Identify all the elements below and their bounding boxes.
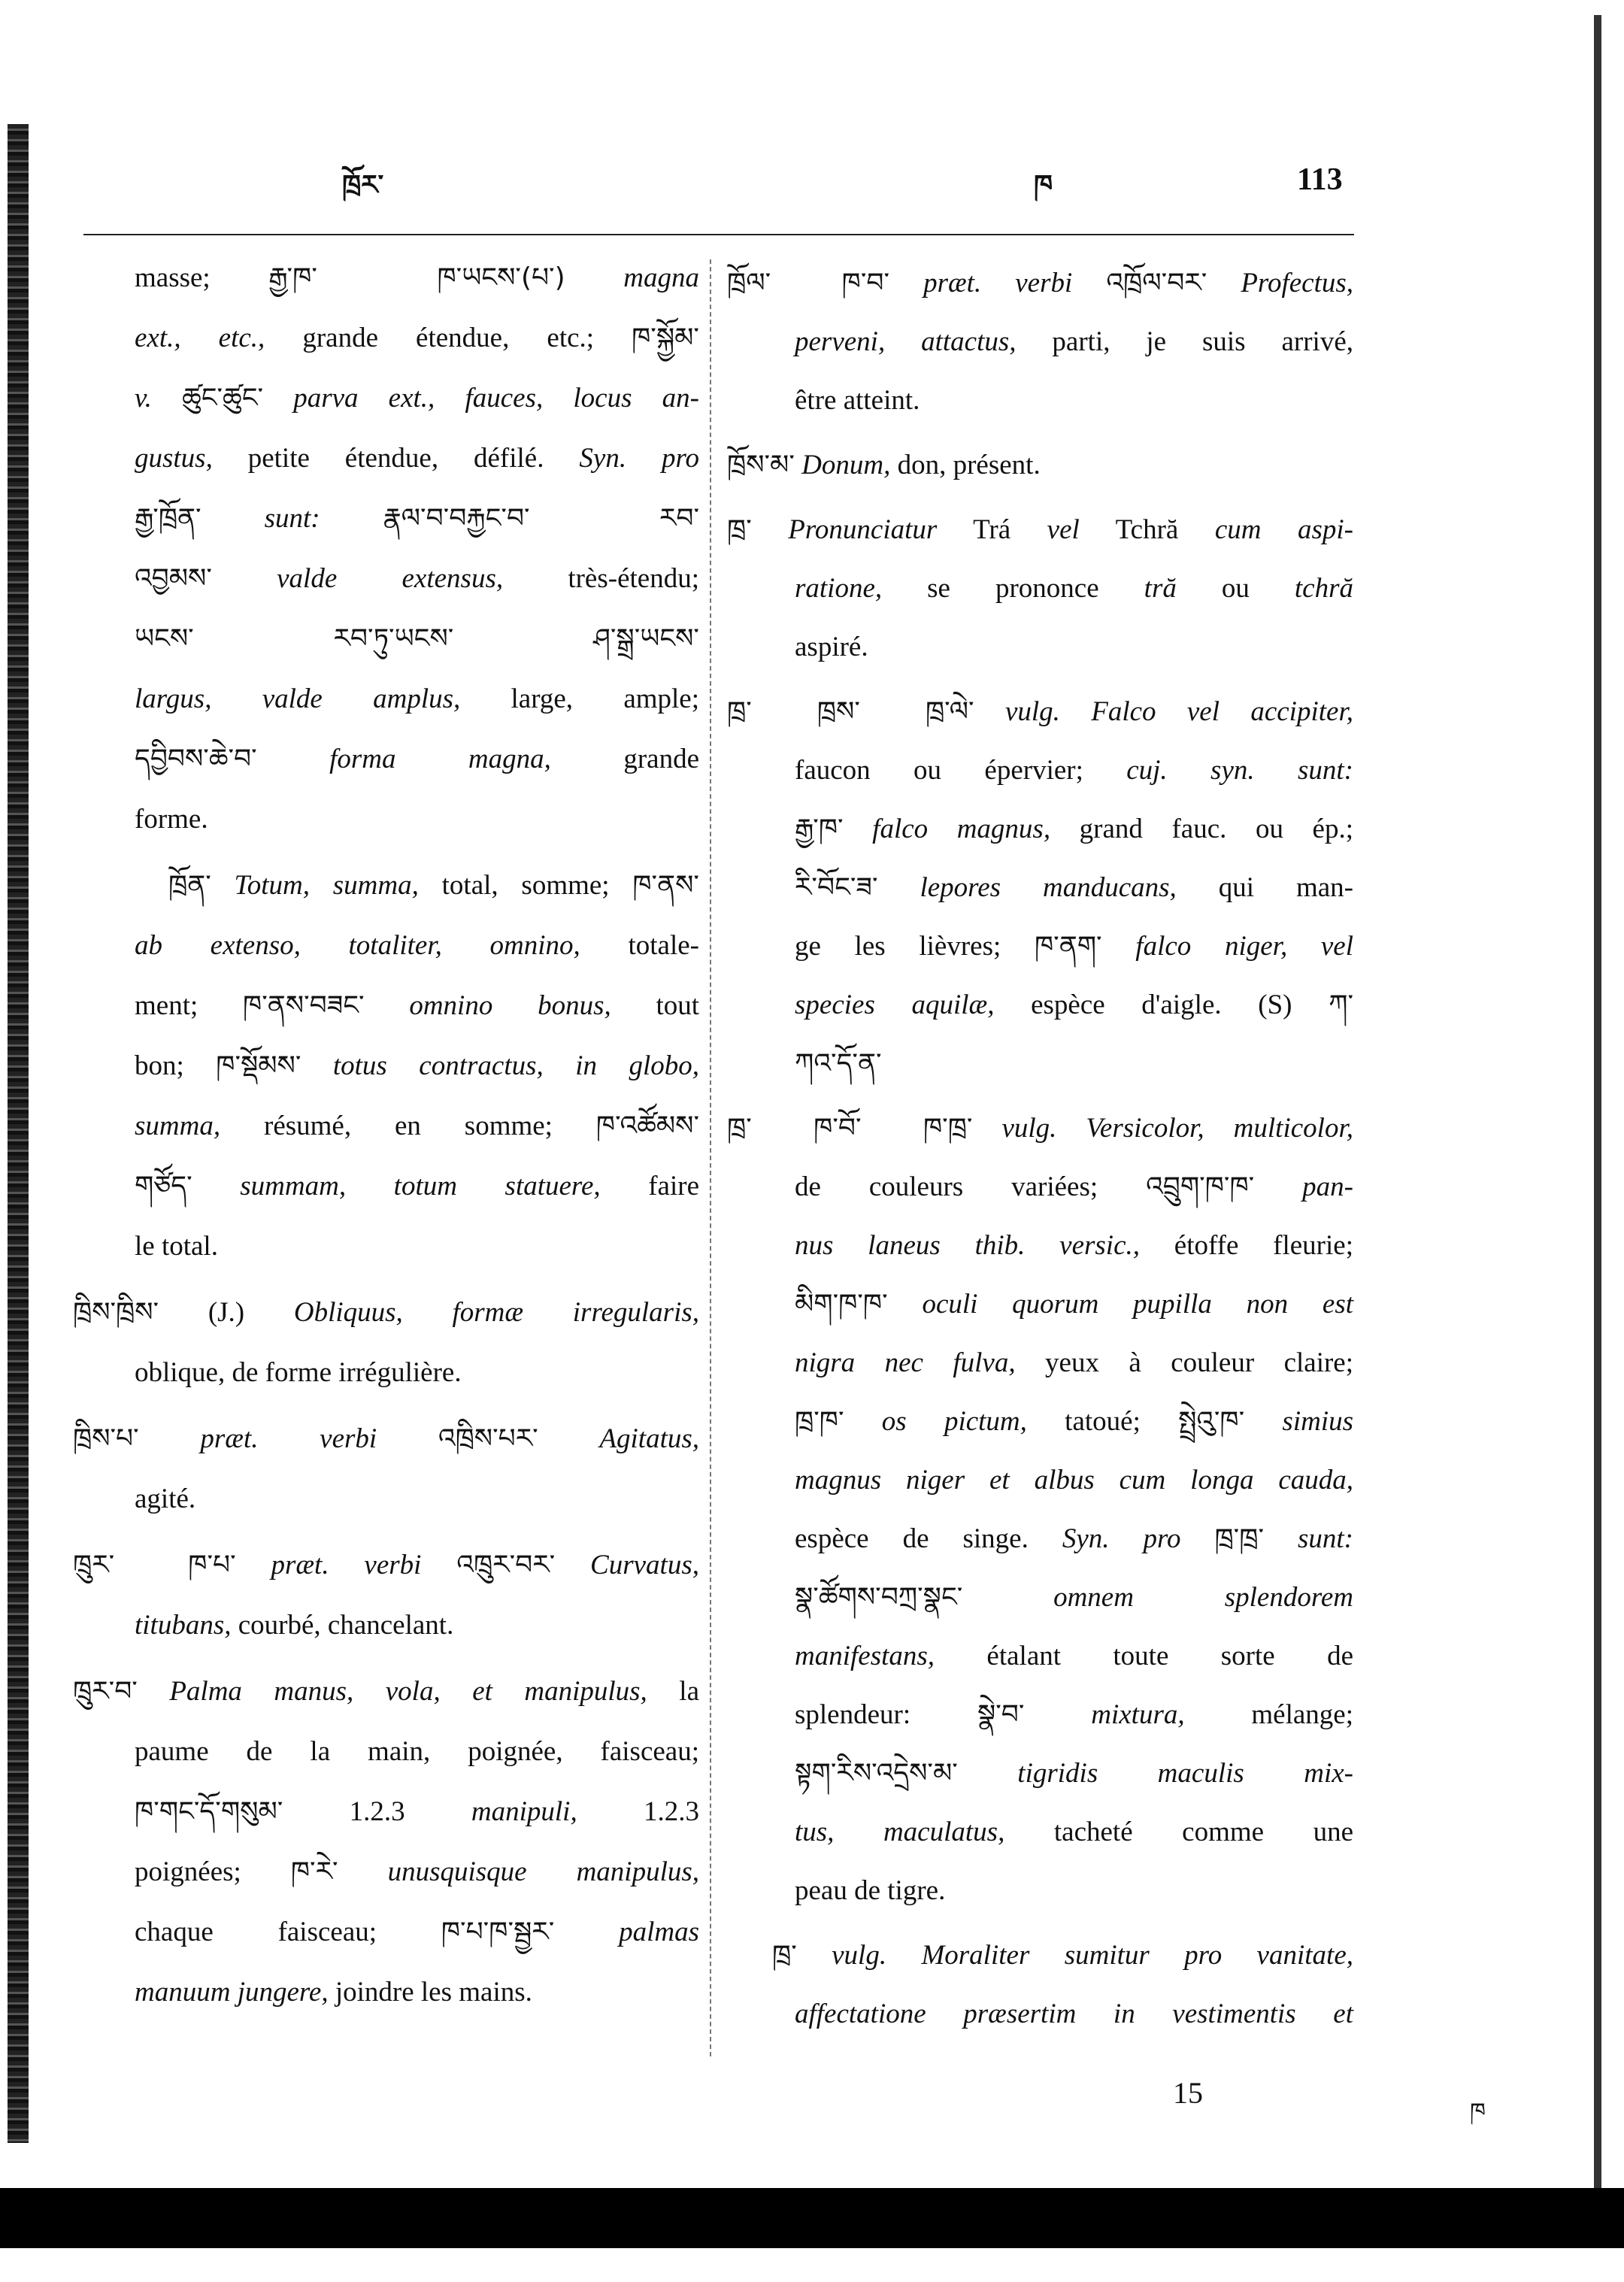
latin-text: Pronunciatur bbox=[751, 514, 938, 545]
french-text: oblique, de forme irrégulière. bbox=[135, 1357, 462, 1388]
latin-text: summam, totum statuere, bbox=[192, 1171, 601, 1202]
latin-text: affectatione præsertim in vestimentis et bbox=[795, 1999, 1353, 2029]
latin-text: totus contractus, in globo, bbox=[301, 1050, 699, 1081]
latin-text: Totum, summa, bbox=[211, 870, 419, 901]
latin-text: sunt: bbox=[201, 503, 383, 534]
tibetan-text: ཁ་སྡོམས་ bbox=[216, 1050, 301, 1081]
french-text: aspiré. bbox=[795, 632, 868, 662]
entry-line bbox=[727, 1334, 1353, 1393]
french-text: faire bbox=[600, 1171, 699, 1202]
latin-text: omnem splendorem bbox=[962, 1582, 1353, 1613]
tibetan-text: ཡངས་ རབ་ཏུ་ཡངས་ ཤ་སྒྲ་ཡངས་ bbox=[135, 623, 699, 654]
latin-text: unusquisque manipulus, bbox=[338, 1856, 699, 1887]
french-text: espèce d'aigle. (S) bbox=[994, 989, 1329, 1020]
french-text: forme. bbox=[135, 804, 208, 835]
french-text: résumé, en somme; bbox=[220, 1111, 596, 1141]
entry-headline bbox=[727, 254, 1353, 313]
tibetan-text: སྤྲེའུ་ཁ་ bbox=[1178, 1406, 1245, 1437]
latin-text: cuj. syn. sunt: bbox=[1126, 755, 1353, 786]
tibetan-text: ཁྲུར་བ་ bbox=[73, 1676, 138, 1707]
tibetan-text: གཙོད་ bbox=[135, 1171, 192, 1202]
french-text: poignées; bbox=[135, 1856, 291, 1887]
tibetan-text: སྟག་རིས་འདྲེས་མ་ bbox=[795, 1758, 958, 1789]
entry-line bbox=[73, 429, 699, 489]
latin-text: Profectus, bbox=[1207, 268, 1353, 299]
tibetan-text: རྒྱ་ཁ་ ཁ་ཡངས་(པ་) bbox=[268, 262, 565, 293]
french-text: étalant toute sorte de bbox=[935, 1641, 1353, 1671]
french-text: paume de la main, poignée, faisceau; bbox=[135, 1736, 699, 1767]
latin-text: præt. verbi bbox=[235, 1550, 457, 1580]
french-text: la bbox=[647, 1676, 699, 1707]
latin-text: tus, maculatus, bbox=[795, 1817, 1005, 1847]
latin-text: manifestans, bbox=[795, 1641, 935, 1671]
entry-line bbox=[727, 1158, 1353, 1217]
entry-line bbox=[73, 1036, 699, 1096]
entry-line bbox=[73, 729, 699, 789]
latin-text: præt. verbi bbox=[889, 268, 1107, 299]
french-text: étoffe fleurie; bbox=[1140, 1230, 1353, 1261]
scan-edge-right bbox=[1594, 15, 1601, 2196]
latin-text: nigra nec fulva, bbox=[795, 1347, 1016, 1378]
entry-line bbox=[73, 368, 699, 429]
latin-text: summa, bbox=[135, 1111, 221, 1141]
french-text: ge les lièvres; bbox=[795, 931, 1035, 962]
tibetan-text: འཁྲུར་བར་ bbox=[456, 1550, 556, 1580]
entry-line bbox=[727, 371, 1353, 430]
header-left-tibetan: ཁྲོར་ bbox=[342, 170, 384, 201]
dictionary-entry bbox=[727, 1099, 1353, 1920]
entry-line bbox=[727, 1275, 1353, 1334]
latin-text: Obliquus, formæ irregularis, bbox=[293, 1297, 699, 1328]
latin-text: species aquilæ, bbox=[795, 989, 995, 1020]
tibetan-text: ཀ་ bbox=[1329, 989, 1353, 1020]
dictionary-entry bbox=[73, 1409, 699, 1529]
latin-text: Palma manus, vola, et manipulus, bbox=[137, 1676, 647, 1707]
tibetan-text: ཁ་འཚོམས་ bbox=[595, 1111, 699, 1141]
tibetan-text: ཁྲ་ཁ་ bbox=[795, 1406, 844, 1437]
latin-text: vel bbox=[1047, 514, 1080, 545]
french-text: petite étendue, défilé. bbox=[212, 443, 580, 474]
entry-line bbox=[727, 313, 1353, 371]
tibetan-text: ཁྲོས་མ་ bbox=[727, 450, 795, 480]
entry-line bbox=[73, 1596, 699, 1656]
entry-headline bbox=[727, 1099, 1353, 1158]
entry-line bbox=[73, 1156, 699, 1217]
latin-text: pan- bbox=[1254, 1171, 1353, 1202]
entry-line bbox=[73, 1842, 699, 1902]
french-text: agité. bbox=[135, 1483, 196, 1514]
latin-text: tchră bbox=[1294, 573, 1353, 604]
french-text: totale- bbox=[580, 930, 699, 961]
entry-line bbox=[73, 1096, 699, 1156]
entry-line bbox=[73, 1902, 699, 1962]
tibetan-text: ཁ་ནག་ bbox=[1034, 931, 1102, 962]
latin-text: palmas bbox=[554, 1917, 699, 1947]
entry-line bbox=[727, 1627, 1353, 1686]
latin-text: titubans, bbox=[135, 1610, 232, 1641]
tibetan-text: འབྱམས་ bbox=[135, 563, 212, 594]
tibetan-text: མིག་ཁ་ཁ་ bbox=[795, 1289, 888, 1320]
dictionary-entry bbox=[727, 254, 1353, 430]
french-text: 1.2.3 bbox=[577, 1796, 700, 1827]
latin-text: nus laneus thib. versic., bbox=[795, 1230, 1140, 1261]
entry-line bbox=[73, 1343, 699, 1403]
latin-text: Syn. pro bbox=[1062, 1523, 1215, 1554]
entry-line bbox=[727, 1862, 1353, 1920]
latin-text: vulg. Versicolor, multicolor, bbox=[972, 1113, 1353, 1144]
entry-line bbox=[727, 1686, 1353, 1744]
french-text: se prononce bbox=[882, 573, 1144, 604]
entry-line bbox=[727, 1217, 1353, 1275]
tibetan-text: ཁྲ་ ཁྲས་ ཁྲ་ལེ་ bbox=[727, 696, 974, 727]
entry-line bbox=[73, 1722, 699, 1782]
entry-line bbox=[73, 489, 699, 549]
latin-text: ab extenso, totaliter, omnino, bbox=[135, 930, 580, 961]
entry-line bbox=[73, 789, 699, 850]
tibetan-text: ཁ་གང་དོ་གསུམ་ bbox=[135, 1796, 283, 1827]
tibetan-text: སྣ་ཚོགས་བཀྲ་སྣང་ bbox=[795, 1582, 963, 1613]
scan-edge-left bbox=[8, 124, 29, 2143]
latin-text: forma magna, bbox=[256, 744, 551, 774]
french-text: courbé, chancelant. bbox=[231, 1610, 454, 1641]
entry-headline bbox=[73, 1283, 699, 1343]
signature-mark: 15 bbox=[1173, 2076, 1203, 2110]
latin-text: Donum, bbox=[794, 450, 891, 480]
french-text: ment; bbox=[135, 990, 243, 1021]
latin-text: parva ext., fauces, locus an- bbox=[263, 383, 699, 414]
entry-line bbox=[73, 916, 699, 976]
french-text: masse; bbox=[135, 262, 269, 293]
page-number: 113 bbox=[1297, 162, 1343, 197]
entry-line bbox=[727, 1744, 1353, 1803]
entry-line bbox=[727, 741, 1353, 800]
tibetan-text: འཁྲོལ་བར་ bbox=[1106, 268, 1207, 299]
french-text: tatoué; bbox=[1026, 1406, 1179, 1437]
french-text: grand fauc. ou ép.; bbox=[1050, 814, 1353, 844]
entry-line bbox=[727, 1393, 1353, 1451]
tibetan-text: ཁ་སྐྱོམ་ bbox=[632, 323, 699, 353]
entry-line bbox=[73, 549, 699, 609]
latin-text: vulg. Moraliter sumitur pro vanitate, bbox=[796, 1940, 1353, 1971]
latin-text: tigridis maculis mix- bbox=[957, 1758, 1353, 1789]
french-text: Tchră bbox=[1079, 514, 1215, 545]
latin-text: falco magnus, bbox=[843, 814, 1051, 844]
tibetan-text: ཁྲ་ཁྲ་ bbox=[1214, 1523, 1265, 1554]
latin-text: oculi quorum pupilla non est bbox=[887, 1289, 1353, 1320]
latin-text: largus, valde amplus, bbox=[135, 683, 461, 714]
latin-text: tră bbox=[1144, 573, 1177, 604]
latin-text: Agitatus, bbox=[538, 1423, 699, 1454]
tibetan-text: དབྱིབས་ཆེ་བ་ bbox=[135, 744, 257, 774]
tibetan-text: ཁྲུར་ ཁ་པ་ bbox=[73, 1550, 236, 1580]
latin-text: magnus niger et albus cum longa cauda, bbox=[795, 1465, 1353, 1496]
tibetan-text: ཁ་རེ་ bbox=[290, 1856, 338, 1887]
french-text: mélange; bbox=[1184, 1699, 1354, 1730]
latin-text: ratione, bbox=[795, 573, 883, 604]
header-rule bbox=[83, 234, 1354, 235]
tibetan-text: སྣེ་བ་ bbox=[977, 1699, 1025, 1730]
french-text: ou bbox=[1176, 573, 1295, 604]
latin-text: valde extensus, bbox=[211, 563, 504, 594]
tibetan-text: རྒྱ་ཁ་ bbox=[795, 814, 844, 844]
entry-headline bbox=[73, 856, 699, 916]
french-text: parti, je suis arrivé, bbox=[1016, 326, 1353, 357]
entry-line bbox=[727, 917, 1353, 976]
entry-line bbox=[73, 1962, 699, 2023]
entry-line bbox=[727, 976, 1353, 1035]
entry-line bbox=[727, 559, 1353, 618]
dictionary-entry bbox=[727, 501, 1353, 677]
header-center-tibetan: ཁ bbox=[1034, 170, 1053, 201]
french-text: yeux à couleur claire; bbox=[1015, 1347, 1354, 1378]
dictionary-entry bbox=[73, 248, 699, 850]
entry-headline bbox=[73, 1535, 699, 1596]
latin-text: Syn. pro bbox=[579, 443, 699, 474]
tibetan-text: ཁྲ་ bbox=[772, 1940, 797, 1971]
latin-text: lepores manducans, bbox=[877, 872, 1177, 903]
french-text: 1.2.3 bbox=[283, 1796, 471, 1827]
latin-text: manuum jungere, bbox=[135, 1977, 329, 2008]
latin-text: os pictum, bbox=[844, 1406, 1027, 1437]
latin-text: præt. verbi bbox=[138, 1423, 438, 1454]
entry-headline bbox=[73, 1662, 699, 1722]
entry-line bbox=[727, 1035, 1353, 1093]
entry-line bbox=[727, 1451, 1353, 1510]
tibetan-text: ཁ་ནས་བཟང་ bbox=[243, 990, 365, 1021]
entry-line bbox=[727, 1803, 1353, 1862]
french-text: tacheté comme une bbox=[1004, 1817, 1354, 1847]
tibetan-text: འབྲུག་ཁ་ཁ་ bbox=[1146, 1171, 1255, 1202]
french-text: de couleurs variées; bbox=[795, 1171, 1147, 1202]
entry-line bbox=[727, 618, 1353, 677]
tibetan-text: ཁྲོན་ bbox=[168, 870, 211, 901]
french-text: joindre les mains. bbox=[328, 1977, 532, 2008]
latin-text: mixtura, bbox=[1024, 1699, 1185, 1730]
dictionary-entry bbox=[727, 1926, 1353, 2044]
dictionary-entry bbox=[73, 1283, 699, 1403]
latin-text: manipuli, bbox=[471, 1796, 577, 1827]
corner-mark: ཁ bbox=[1470, 2099, 1486, 2125]
latin-text: Curvatus, bbox=[555, 1550, 699, 1580]
latin-text: gustus, bbox=[135, 443, 213, 474]
french-text: chaque faisceau; bbox=[135, 1917, 441, 1947]
french-text: peau de tigre. bbox=[795, 1875, 946, 1906]
french-text: total, somme; bbox=[418, 870, 633, 901]
tibetan-text: རྒྱ་ཁྲོན་ bbox=[135, 503, 201, 534]
entry-line bbox=[73, 308, 699, 368]
scan-bottom-bar bbox=[0, 2188, 1624, 2248]
tibetan-text: འཁྲིས་པར་ bbox=[438, 1423, 538, 1454]
dictionary-entry bbox=[727, 683, 1353, 1093]
latin-text: falco niger, vel bbox=[1101, 931, 1353, 962]
french-text: don, présent. bbox=[890, 450, 1041, 480]
tibetan-text: ཁྲ་ ཁ་བོ་ ཁ་ཁྲ་ bbox=[727, 1113, 973, 1144]
french-text: large, ample; bbox=[460, 683, 700, 714]
tibetan-text: ཀའ་དོ་ན་ bbox=[795, 1048, 882, 1079]
entry-line bbox=[727, 1985, 1353, 2044]
dictionary-entry bbox=[727, 436, 1353, 495]
tibetan-text: ཚུང་ཚུང་ bbox=[182, 383, 264, 414]
french-text: tout bbox=[611, 990, 700, 1021]
french-text: très-étendu; bbox=[503, 563, 699, 594]
entry-line bbox=[73, 669, 699, 729]
french-text: (J.) bbox=[159, 1297, 294, 1328]
tibetan-text: རི་བོང་ཟ་ bbox=[795, 872, 878, 903]
french-text: grande bbox=[550, 744, 699, 774]
entry-headline bbox=[727, 501, 1353, 559]
latin-text: cum aspi- bbox=[1214, 514, 1353, 545]
french-text: le total. bbox=[135, 1231, 218, 1262]
french-text: espèce de singe. bbox=[795, 1523, 1062, 1554]
entry-headline bbox=[73, 1409, 699, 1469]
tibetan-text: ཁྲོལ་ ཁ་བ་ bbox=[727, 268, 890, 299]
left-column bbox=[73, 248, 699, 2023]
entry-line bbox=[73, 609, 699, 669]
tibetan-text: ཁྲིས་པ་ bbox=[73, 1423, 139, 1454]
tibetan-text: རྣལ་བ་བརྐྱང་བ་ རབ་ bbox=[383, 503, 700, 534]
entry-line bbox=[73, 1217, 699, 1277]
latin-text: sunt: bbox=[1264, 1523, 1353, 1554]
entry-headline bbox=[727, 1926, 1353, 1985]
entry-line bbox=[73, 248, 699, 308]
entry-line bbox=[727, 1568, 1353, 1627]
entry-line bbox=[727, 1510, 1353, 1568]
french-text: splendeur: bbox=[795, 1699, 977, 1730]
french-text: bon; bbox=[135, 1050, 217, 1081]
right-column bbox=[727, 248, 1353, 2044]
french-text: qui man- bbox=[1176, 872, 1353, 903]
entry-headline bbox=[727, 436, 1353, 495]
latin-text: magna bbox=[565, 262, 699, 293]
tibetan-text: ཁ་པ་ཁ་སྦྱར་ bbox=[441, 1917, 555, 1947]
entry-line bbox=[727, 800, 1353, 859]
entry-headline bbox=[727, 683, 1353, 741]
tibetan-text: ཁ་ནས་ bbox=[632, 870, 699, 901]
entry-line bbox=[73, 976, 699, 1036]
latin-text: perveni, attactus, bbox=[795, 326, 1017, 357]
dictionary-entry bbox=[73, 856, 699, 1277]
entry-line bbox=[73, 1469, 699, 1529]
latin-text: omnino bonus, bbox=[364, 990, 611, 1021]
french-text: grande étendue, etc.; bbox=[265, 323, 632, 353]
latin-text: vulg. Falco vel accipiter, bbox=[974, 696, 1353, 727]
tibetan-text: ཁྲིས་ཁྲིས་ bbox=[73, 1297, 159, 1328]
french-text: faucon ou épervier; bbox=[795, 755, 1127, 786]
latin-text: v. bbox=[135, 383, 183, 414]
entry-line bbox=[73, 1782, 699, 1842]
latin-text: simius bbox=[1244, 1406, 1354, 1437]
entry-line bbox=[727, 859, 1353, 917]
dictionary-entry bbox=[73, 1535, 699, 1656]
french-text: Trá bbox=[937, 514, 1047, 545]
dictionary-entry bbox=[73, 1662, 699, 2023]
column-divider bbox=[710, 259, 711, 2056]
tibetan-text: ཁྲ་ bbox=[727, 514, 752, 545]
french-text: être atteint. bbox=[795, 385, 920, 416]
latin-text: ext., etc., bbox=[135, 323, 265, 353]
